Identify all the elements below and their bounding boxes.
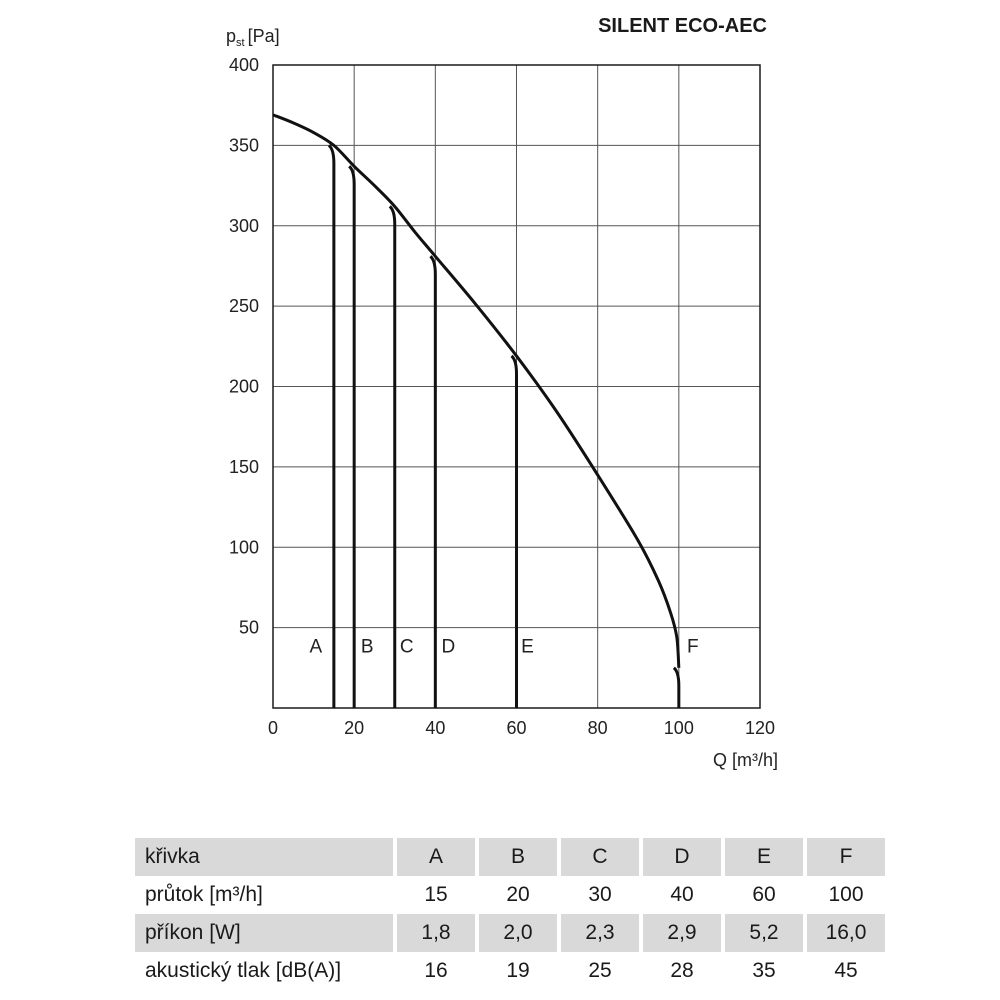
x-tick-label: 20 <box>344 718 365 738</box>
specification-table <box>131 838 889 990</box>
curve-label-e: E <box>521 636 534 658</box>
y-tick-label: 100 <box>228 537 259 558</box>
y-tick-label: 250 <box>228 296 259 317</box>
table-cell: 35 <box>752 959 776 982</box>
tick-labels <box>229 55 775 738</box>
table-header-row <box>135 838 885 876</box>
y-axis-label: $p_{st}$ [Pa] <box>226 26 280 49</box>
table-cell: 15 <box>424 883 448 906</box>
y-tick-label: 150 <box>228 456 259 477</box>
table-cell: 28 <box>670 959 694 982</box>
x-tick-label: 80 <box>587 718 608 738</box>
curve-label-b: B <box>360 636 374 658</box>
speed-curve-a <box>329 145 334 708</box>
table-cell: 40 <box>670 883 694 906</box>
x-tick-label: 120 <box>744 718 776 738</box>
speed-curve-d <box>430 256 435 708</box>
curve-label-a: A <box>309 636 323 658</box>
row-label: křivka <box>135 838 393 876</box>
x-tick-label: 100 <box>663 718 694 738</box>
curve-labels <box>310 637 699 658</box>
table-row <box>135 914 885 952</box>
table-cell: 16,0 <box>807 914 885 952</box>
table-cell: F <box>807 838 885 876</box>
table-cell: C <box>561 838 639 876</box>
table-cell: 1,8 <box>397 914 475 952</box>
y-tick-label: 200 <box>228 376 259 397</box>
curve-label-d: D <box>441 636 456 658</box>
table-cell: 60 <box>752 883 776 906</box>
y-tick-label: 300 <box>228 215 259 236</box>
curve-label-c: C <box>399 636 414 658</box>
row-label: průtok [m³/h] <box>145 883 263 906</box>
table-cell: 2,0 <box>479 914 557 952</box>
curve-label-f: F <box>687 636 699 658</box>
speed-curve-c <box>390 206 395 708</box>
speed-curve-f <box>674 668 679 708</box>
table-cell: 19 <box>506 959 530 982</box>
speed-curves <box>329 145 679 708</box>
y-tick-label: 350 <box>228 135 259 156</box>
y-tick-label: 50 <box>238 617 259 638</box>
y-tick-label: 400 <box>228 55 259 75</box>
table-cell: 16 <box>424 959 448 982</box>
table-cell: 2,9 <box>643 914 721 952</box>
table-cell: D <box>643 838 721 876</box>
chart-title: SILENT ECO-AEC <box>598 15 767 37</box>
table-cell: 2,3 <box>561 914 639 952</box>
table-cell: E <box>725 838 803 876</box>
x-axis-label: Q [m³/h] <box>712 750 778 770</box>
table-cell: A <box>397 838 475 876</box>
x-tick-label: 60 <box>506 718 527 738</box>
table-cell: 20 <box>506 883 530 906</box>
table-row <box>135 876 885 914</box>
x-tick-label: 40 <box>425 718 446 738</box>
table-cell: 30 <box>588 883 612 906</box>
table-cell: B <box>479 838 557 876</box>
table-row <box>135 952 885 990</box>
row-label: akustický tlak [dB(A)] <box>145 959 342 982</box>
x-tick-label: 0 <box>267 718 279 738</box>
table-cell: 25 <box>588 959 612 982</box>
row-label: příkon [W] <box>135 914 393 952</box>
table-cell: 100 <box>828 883 864 906</box>
speed-curve-b <box>349 166 354 708</box>
table-cell: 45 <box>834 959 858 982</box>
speed-curve-e <box>512 356 517 708</box>
table-cell: 5,2 <box>725 914 803 952</box>
